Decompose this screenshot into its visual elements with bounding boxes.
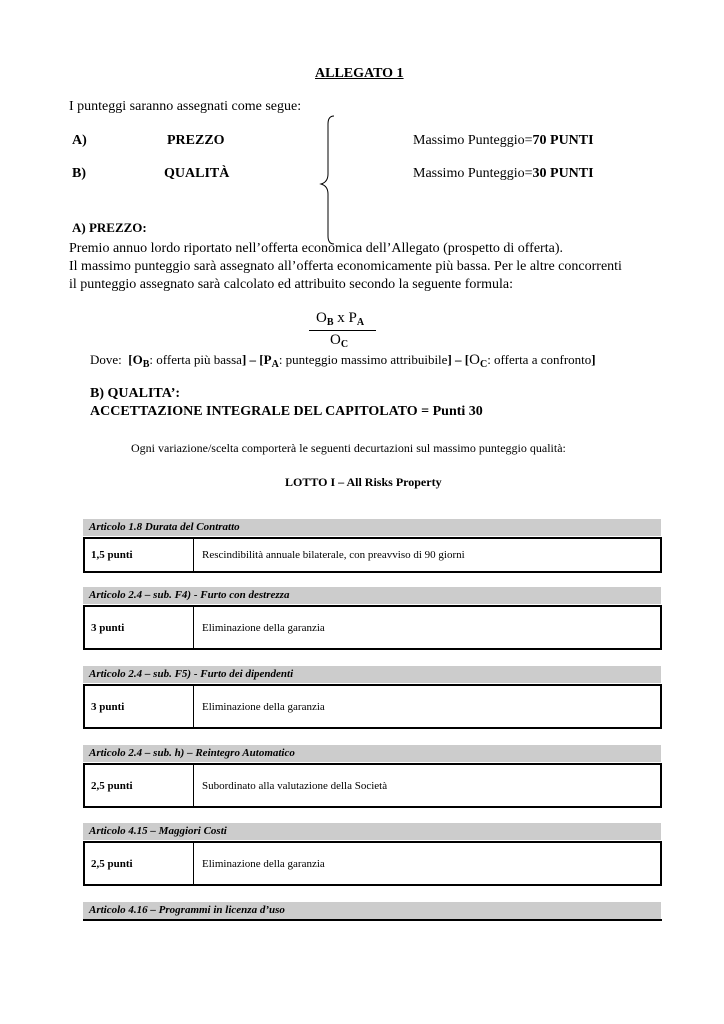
formula-denominator: [330, 332, 348, 350]
row-b-letter: B): [72, 166, 86, 181]
legend-ob-text: : offerta più bassa: [149, 352, 242, 367]
article-header: Articolo 2.4 – sub. h) – Reintegro Automatico: [83, 745, 661, 762]
legend-sep-2: ] – [: [447, 352, 470, 367]
formula-legend: [90, 352, 596, 370]
article-description: Eliminazione della garanzia: [202, 700, 325, 713]
legend-ob: [O: [128, 352, 143, 367]
legend-dove: Dove:: [90, 352, 122, 367]
article-row: [83, 841, 662, 886]
row-b-score-value: 30 PUNTI: [532, 166, 594, 181]
article-row: [83, 684, 662, 729]
row-a-name: PREZZO: [167, 133, 225, 148]
document-title: ALLEGATO 1: [315, 66, 404, 81]
legend-oc: O: [469, 352, 480, 368]
article-header: Articolo 4.15 – Maggiori Costi: [83, 823, 661, 840]
article-bottom-rule: [83, 919, 662, 921]
row-b-score-label: Massimo Punteggio=: [413, 166, 533, 181]
article-row: [83, 605, 662, 650]
formula-pa-sub: A: [356, 317, 365, 328]
legend-pa: P: [263, 352, 272, 367]
article-description: Eliminazione della garanzia: [202, 621, 325, 634]
section-a-body: [69, 240, 669, 294]
formula-oc-sub: C: [340, 339, 349, 350]
formula-oc: O: [330, 332, 341, 348]
legend-oc-sub: C: [479, 359, 488, 370]
article-points: 1,5 punti: [85, 539, 194, 571]
section-a-line-1: Premio annuo lordo riportato nell’offerta economica dell’Allegato (prospetto di offerta).: [69, 241, 563, 256]
legend-pa-text: : punteggio massimo attribuibile: [278, 352, 448, 367]
article-points: 3 punti: [85, 607, 194, 648]
row-a-score-value: 70 PUNTI: [532, 133, 594, 148]
curly-brace: [318, 114, 340, 246]
legend-sep-1: ] – [: [241, 352, 264, 367]
formula-ob: O: [316, 310, 327, 326]
article-description: Eliminazione della garanzia: [202, 857, 325, 870]
article-points: 3 punti: [85, 686, 194, 727]
article-description: Rescindibilità annuale bilaterale, con preavviso di 90 giorni: [202, 549, 465, 561]
article-row: [83, 763, 662, 808]
article-header: Articolo 4.16 – Programmi in licenza d’uso: [83, 902, 661, 919]
section-b-subheading: ACCETTAZIONE INTEGRALE DEL CAPITOLATO = Punti 30: [90, 404, 483, 419]
legend-oc-text: : offerta a confronto: [487, 352, 592, 367]
row-a-score-label: Massimo Punteggio=: [413, 133, 533, 148]
section-a-line-2: Il massimo punteggio sarà assegnato all’offerta economicamente più bassa. Per le altre concorrenti: [69, 259, 622, 274]
article-header: Articolo 1.8 Durata del Contratto: [83, 519, 661, 536]
row-b-score: [413, 166, 594, 182]
intro-text: I punteggi saranno assegnati come segue:: [69, 99, 302, 114]
article-points: 2,5 punti: [85, 765, 194, 806]
row-b-name: QUALITÀ: [164, 166, 230, 181]
formula-pa: P: [348, 310, 357, 326]
section-a-line-3: il punteggio assegnato sarà calcolato ed attribuito secondo la seguente formula:: [69, 277, 513, 292]
legend-pa-sub: A: [271, 359, 279, 370]
section-b-note: Ogni variazione/scelta comporterà le seguenti decurtazioni sul massimo punteggio qualità:: [131, 441, 566, 455]
formula-fraction-line: [309, 330, 376, 331]
article-row: [83, 537, 662, 573]
formula-numerator: [316, 310, 364, 328]
article-description: Subordinato alla valutazione della Società: [202, 779, 388, 792]
section-a-heading: A) PREZZO:: [72, 220, 147, 235]
article-header: Articolo 2.4 – sub. F4) - Furto con destrezza: [83, 587, 661, 604]
legend-ob-sub: B: [142, 359, 150, 370]
article-header: Articolo 2.4 – sub. F5) - Furto dei dipendenti: [83, 666, 661, 683]
formula-times: x: [333, 310, 349, 326]
section-b-heading: B) QUALITA’:: [90, 386, 181, 401]
row-a-score: [413, 133, 594, 149]
lotto-title: LOTTO I – All Risks Property: [285, 475, 442, 489]
article-points: 2,5 punti: [85, 843, 194, 884]
formula-ob-sub: B: [326, 317, 334, 328]
row-a-letter: A): [72, 133, 87, 148]
legend-close: ]: [591, 352, 596, 367]
